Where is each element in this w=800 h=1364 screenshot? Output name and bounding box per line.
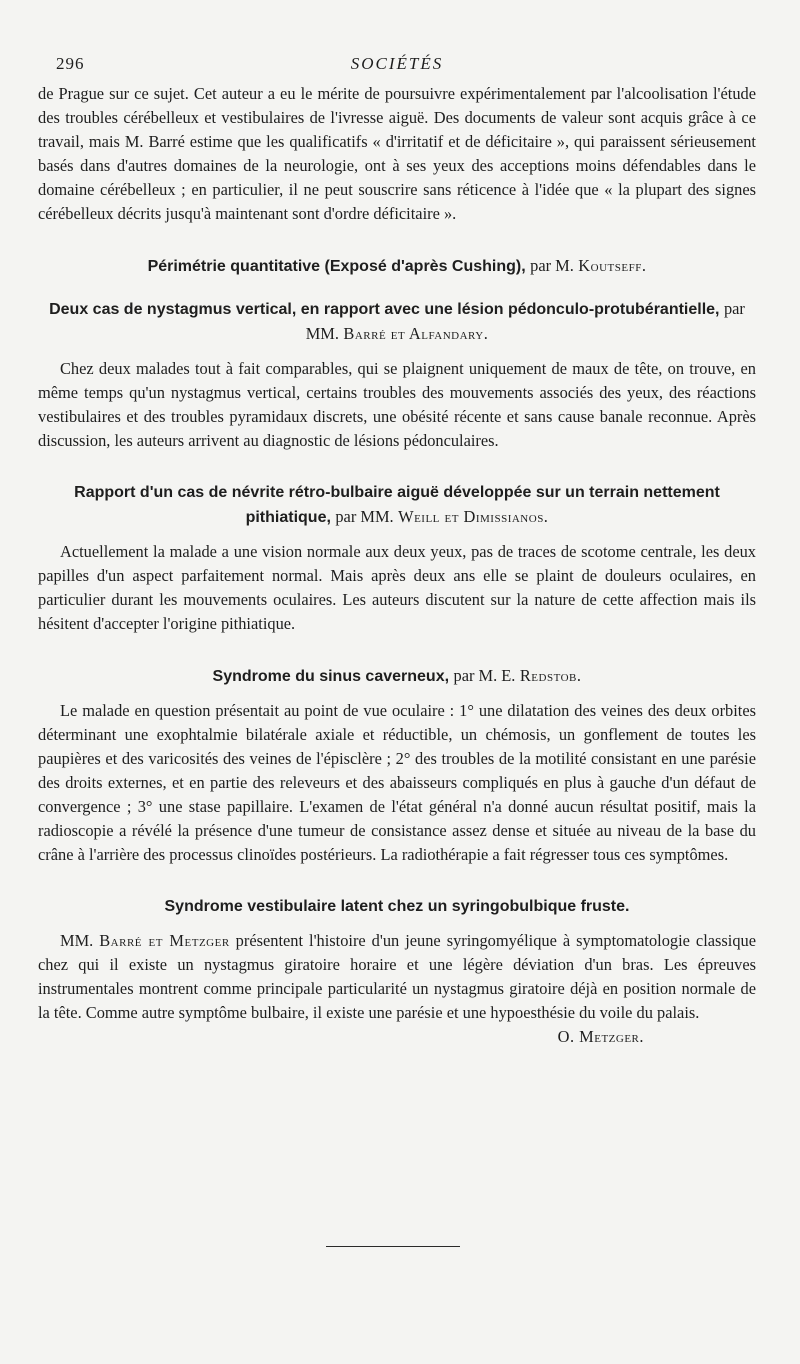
body-authors: Barré et Metzger	[99, 931, 230, 950]
section-title: Périmétrie quantitative (Exposé d'après Cushing),	[147, 258, 526, 275]
section-title: Deux cas de nystagmus vertical, en rapport avec une lésion pédonculo-protubérantielle,	[49, 301, 720, 318]
body-lead: MM.	[60, 931, 94, 950]
section-heading-sinus	[38, 664, 756, 689]
section-authors: Koutseff.	[578, 256, 647, 275]
body-text: présentent l'histoire d'un jeune syringomyélique à symptomatologie classique chez qui il existe un nystagmus giratoire horaire et une légère déviation d'un bras. Les épreuves instrumentales montrent comme principale particularité un nystagmus giratoire déjà en position normale de la tête. Comme autre symptôme bulbaire, il existe une parésie et une hypoesthésie du voile du palais.	[38, 931, 756, 1022]
signature: O. Metzger.	[557, 1027, 644, 1046]
section-authors: Barré et Alfandary.	[343, 324, 489, 343]
section-title: Syndrome du sinus caverneux,	[212, 668, 450, 685]
section-heading-vestibulaire	[38, 895, 756, 919]
section-by: par M.	[530, 256, 574, 275]
section-by: par M. E.	[453, 666, 516, 685]
running-header	[38, 48, 756, 74]
section-by: par MM.	[305, 299, 745, 343]
section-heading-nevrite	[38, 481, 756, 530]
section-by: par MM.	[335, 507, 394, 526]
section-heading-perimetrie	[38, 254, 756, 279]
section-body-nevrite: Actuellement la malade a une vision normale aux deux yeux, pas de traces de scotome centrale, les deux papilles d'un aspect parfaitement normal. Mais après deux ans elle se plaint de douleurs oculaires, en particulier durant les mouvements oculaires. Les auteurs discutent sur la nature de cette affection mais ils hésitent d'accepter l'origine pithiatique.	[38, 542, 756, 633]
section-heading-nystagmus	[38, 297, 756, 347]
end-rule	[326, 1246, 460, 1247]
running-title: SOCIÉTÉS	[350, 54, 444, 73]
section-body-sinus: Le malade en question présentait au point de vue oculaire : 1° une dilatation des veines des deux orbites déterminant une exophtalmie bilatérale axiale et réductible, un chémosis, un gonflement de toutes les paupières et des varicosités des veines de l'épisclère ; 2° des troubles de la motilité consistant en une parésie des droits externes, et en partie des releveurs et des abaisseurs compliqués en plus à gauche d'un défaut de convergence ; 3° une stase papillaire. L'examen de l'état général n'a donné aucun résultat positif, mais la radioscopie a révélé la présence d'une tumeur de consistance assez dense et située au niveau de la base du crâne à l'arrière des processus clinoïdes postérieurs. La radiothérapie a fait régresser tous ces symptômes.	[38, 701, 756, 864]
section-authors: Weill et Dimissianos.	[398, 507, 549, 526]
section-authors: Redstob.	[519, 666, 582, 685]
page-number: 296	[56, 54, 85, 73]
section-body-nystagmus: Chez deux malades tout à fait comparables, qui se plaignent uniquement de maux de tête, on trouve, en même temps qu'un nystagmus vertical, certains troubles des mouvements associés des yeux, des réactions vestibulaires et des troubles pyramidaux discrets, une obésité récente et sans cause banale reconnue. Après discussion, les auteurs arrivent au diagnostic de lésions pédonculaires.	[38, 359, 756, 450]
section-title: Syndrome vestibulaire latent chez un syringobulbique fruste.	[164, 898, 630, 915]
intro-paragraph: de Prague sur ce sujet. Cet auteur a eu le mérite de poursuivre expérimentalement par l'alcoolisation l'étude des troubles cérébelleux et vestibulaires de l'ivresse aiguë. Des documents de valeur sont acquis grâce à ce travail, mais M. Barré estime que les qualificatifs « d'irritatif et de déficitaire », qui paraissent sérieusement basés dans d'autres domaines de la neurologie, ont à ses yeux des acceptions moins défendables dans le domaine cérébelleux ; en particulier, il ne peut souscrire sans réticence à l'idée que « la plupart des signes cérébelleux décrits jusqu'à maintenant sont d'ordre déficitaire ».	[38, 84, 756, 223]
section-title: Rapport d'un cas de névrite rétro-bulbaire aiguë développée sur un terrain nettement pithiatique,	[74, 484, 720, 526]
section-body-vestibulaire	[38, 929, 756, 1025]
